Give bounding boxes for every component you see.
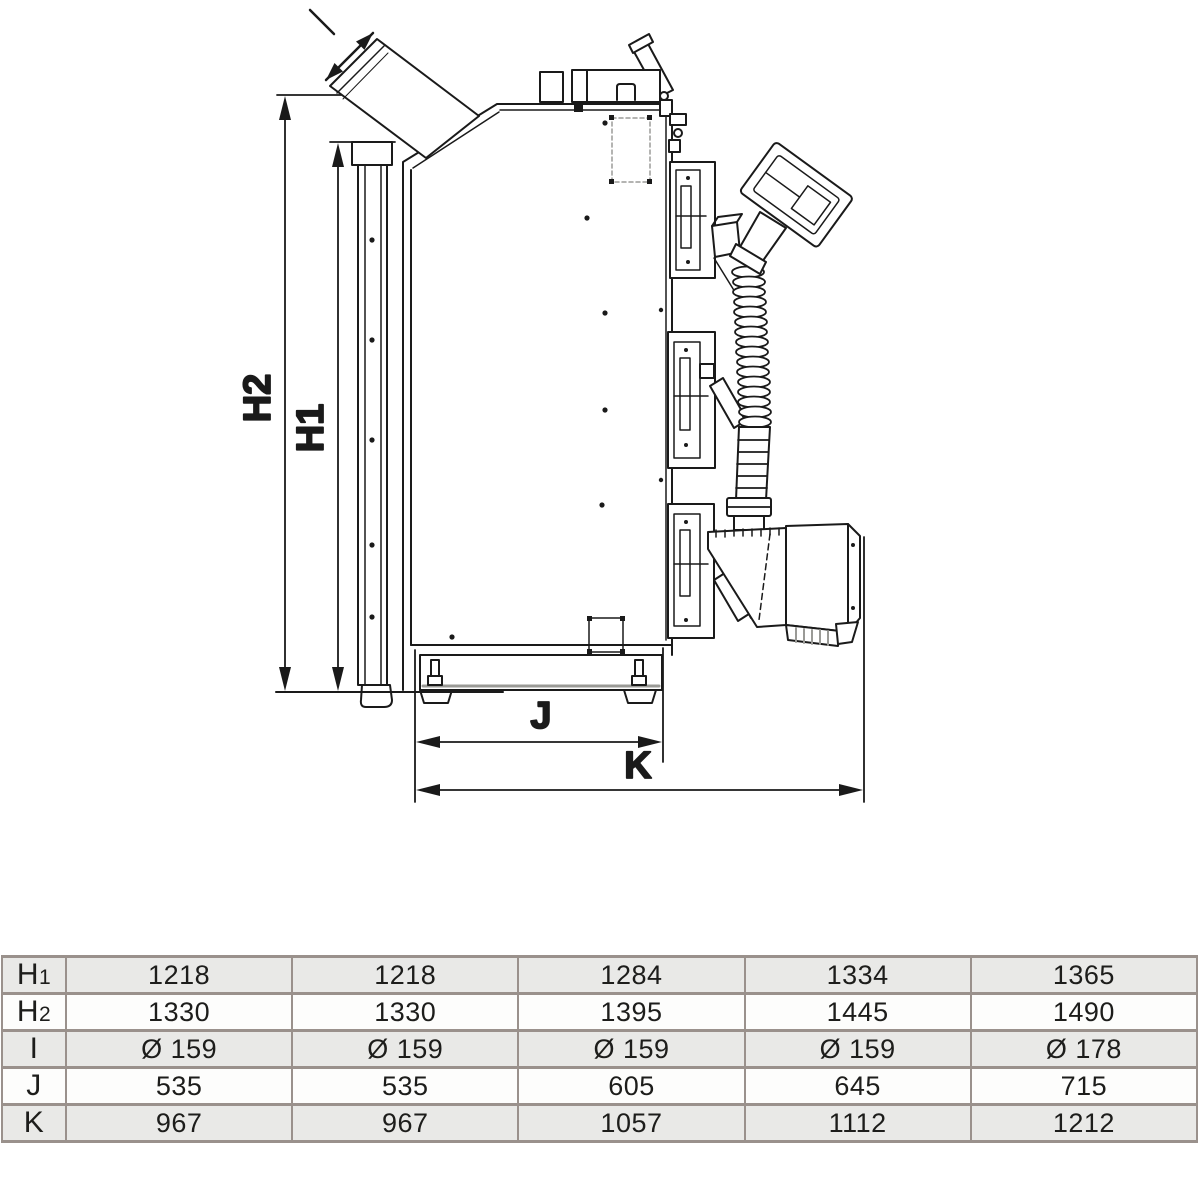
pellet-feeder-motor <box>730 141 853 274</box>
h1-label: H1 <box>290 403 332 453</box>
cell-h2-1: 1330 <box>66 994 292 1031</box>
door-panel-middle <box>668 332 715 468</box>
dimension-h2 <box>237 95 341 691</box>
door-panel-bottom <box>668 504 714 638</box>
left-rail <box>352 142 392 707</box>
cell-j-2: 535 <box>292 1068 518 1105</box>
cell-k-2: 967 <box>292 1105 518 1142</box>
cell-i-2: Ø 159 <box>292 1031 518 1068</box>
table-row-j <box>2 1068 1197 1105</box>
boiler-body <box>403 104 672 690</box>
row-label-h2: H2 <box>2 994 66 1031</box>
cell-k-4: 1112 <box>745 1105 971 1142</box>
door-panel-top <box>670 162 715 278</box>
h2-label: H2 <box>237 373 279 423</box>
cell-h2-3: 1395 <box>518 994 744 1031</box>
row-label-i: I <box>2 1031 66 1068</box>
burner-unit <box>708 524 860 646</box>
table-row-k <box>2 1105 1197 1142</box>
row-label-h1: H1 <box>2 957 66 994</box>
cell-i-4: Ø 159 <box>745 1031 971 1068</box>
cell-h2-4: 1445 <box>745 994 971 1031</box>
cell-h1-5: 1365 <box>971 957 1197 994</box>
cell-h2-5: 1490 <box>971 994 1197 1031</box>
row-label-j: J <box>2 1068 66 1105</box>
cell-i-5: Ø 178 <box>971 1031 1197 1068</box>
cell-i-1: Ø 159 <box>66 1031 292 1068</box>
cell-h1-3: 1284 <box>518 957 744 994</box>
cell-h1-1: 1218 <box>66 957 292 994</box>
cell-j-1: 535 <box>66 1068 292 1105</box>
top-cleaning-ports <box>540 70 660 102</box>
j-label: J <box>530 695 552 737</box>
cell-h2-2: 1330 <box>292 994 518 1031</box>
dimension-table <box>1 955 1198 1143</box>
cell-i-3: Ø 159 <box>518 1031 744 1068</box>
cell-k-1: 967 <box>66 1105 292 1142</box>
cell-h1-2: 1218 <box>292 957 518 994</box>
cell-k-5: 1212 <box>971 1105 1197 1142</box>
cell-j-4: 645 <box>745 1068 971 1105</box>
cell-h1-4: 1334 <box>745 957 971 994</box>
table-row-h2 <box>2 994 1197 1031</box>
cell-j-5: 715 <box>971 1068 1197 1105</box>
table-row-i <box>2 1031 1197 1068</box>
k-label: K <box>624 745 652 787</box>
table-row-h1 <box>2 957 1197 994</box>
row-label-k: K <box>2 1105 66 1142</box>
cell-k-3: 1057 <box>518 1105 744 1142</box>
cell-j-3: 605 <box>518 1068 744 1105</box>
